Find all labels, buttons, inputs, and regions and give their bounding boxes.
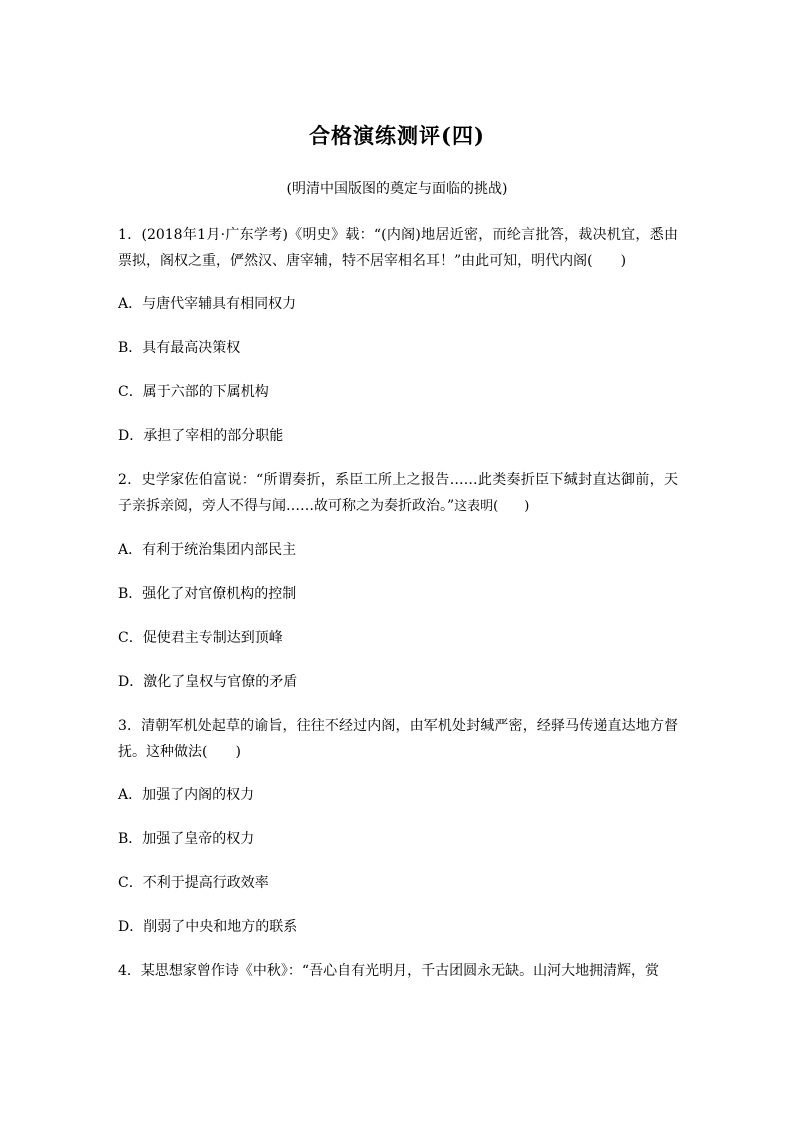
page-title: 合格演练测评(四) bbox=[309, 123, 485, 148]
option-a: A．与唐代宰辅具有相同权力 bbox=[118, 296, 297, 312]
question-2 bbox=[118, 467, 678, 695]
page-subtitle: (明清中国版图的奠定与面临的挑战) bbox=[286, 181, 508, 197]
option-c: C．不利于提高行政效率 bbox=[118, 875, 269, 891]
option-b: B．强化了对官僚机构的控制 bbox=[118, 586, 297, 602]
option-a: A．有利于统治集团内部民主 bbox=[118, 542, 297, 558]
question-1 bbox=[118, 222, 678, 449]
option-c: C．属于六部的下属机构 bbox=[118, 384, 269, 400]
question-4 bbox=[118, 958, 678, 984]
question-list bbox=[118, 222, 678, 1001]
option-d: D．削弱了中央和地方的联系 bbox=[118, 919, 298, 935]
question-stem: 2．史学家佐伯富说：“所谓奏折，系臣工所上之报告……此类奏折臣下缄封直达御前，天子亲拆亲阅，旁人不得与闻……故可称之为奏折政治。”这表明( ) bbox=[118, 472, 678, 514]
question-3 bbox=[118, 713, 678, 940]
option-b: B．具有最高决策权 bbox=[118, 340, 241, 356]
option-c: C．促使君主专制达到顶峰 bbox=[118, 630, 283, 646]
option-d: D．承担了宰相的部分职能 bbox=[118, 428, 284, 444]
question-stem: 1．(2018年1月·广东学考)《明史》载：“(内阁)地居近密，而纶言批答，裁决机宜，悉由票拟，阁权之重，俨然汉、唐宰辅，特不居宰相名耳！”由此可知，明代内阁( ) bbox=[118, 227, 678, 269]
question-stem: 3．清朝军机处起草的谕旨，往往不经过内阁，由军机处封缄严密，经驿马传递直达地方督抚。这种做法( ) bbox=[118, 718, 678, 760]
option-a: A．加强了内阁的权力 bbox=[118, 787, 255, 803]
option-b: B．加强了皇帝的权力 bbox=[118, 831, 255, 847]
question-stem: 4．某思想家曾作诗《中秋》：“吾心自有光明月，千古团圆永无缺。山河大地拥清辉，赏 bbox=[118, 963, 660, 979]
option-d: D．激化了皇权与官僚的矛盾 bbox=[118, 674, 298, 690]
